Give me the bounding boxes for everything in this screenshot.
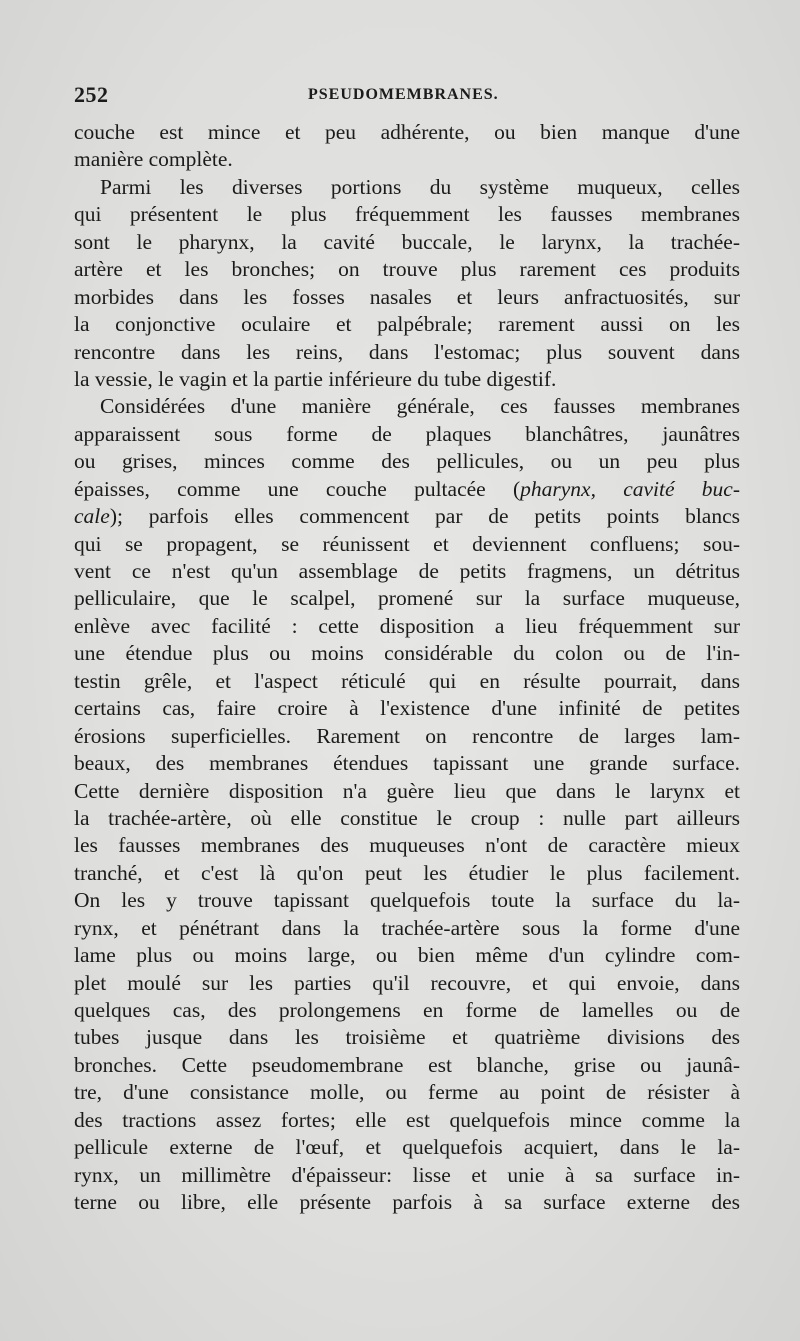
- running-head: [74, 82, 740, 112]
- text-line: [74, 421, 740, 448]
- text-line: [74, 1189, 740, 1216]
- text-segment: vent ce n'est qu'un assemblage de petits fragmens, un détritus: [74, 559, 740, 583]
- text-line: [74, 339, 740, 366]
- text-segment: terne ou libre, elle présente parfois à sa surface externe des: [74, 1190, 740, 1215]
- text-segment: testin grêle, et l'aspect réticulé qui en résulte pourrait, dans: [74, 668, 740, 693]
- text-segment: érosions superficielles. Rarement on rencontre de larges lam-: [74, 723, 740, 748]
- text-line: [74, 695, 740, 722]
- text-line: [74, 805, 740, 832]
- text-line: [74, 887, 740, 914]
- text-line: [74, 1162, 740, 1189]
- text-line: [74, 119, 740, 146]
- text-line: [74, 668, 740, 695]
- text-segment: la vessie, le vagin et la partie inférieure du tube digestif.: [74, 366, 557, 391]
- text-line: [74, 1079, 740, 1106]
- text-segment: la trachée-artère, où elle constitue le croup : nulle part ailleurs: [74, 805, 740, 830]
- text-segment: rynx, un millimètre d'épaisseur: lisse et unie à sa surface in-: [74, 1162, 740, 1187]
- text-line: [74, 146, 740, 173]
- text-segment: tranché, et c'est là qu'on peut les étudier le plus facilement.: [74, 860, 740, 885]
- text-segment: tubes jusque dans les troisième et quatrième divisions des: [74, 1025, 740, 1050]
- text-line: [74, 942, 740, 969]
- text-segment: Considérées d'une manière générale, ces fausses membranes: [100, 394, 740, 419]
- text-segment: enlève avec facilité : cette disposition a lieu fréquemment sur: [74, 613, 740, 638]
- text-segment: manière complète.: [74, 147, 233, 172]
- text-line: [74, 860, 740, 887]
- text-segment: sont le pharynx, la cavité buccale, le larynx, la trachée-: [74, 229, 740, 254]
- text-segment: rencontre dans les reins, dans l'estomac; plus souvent dans: [74, 339, 740, 364]
- text-segment: quelques cas, des prolongemens en forme de lamelles ou de: [74, 998, 740, 1022]
- page-number: 252: [74, 82, 109, 107]
- text-line: [74, 256, 740, 283]
- text-segment: bronches. Cette pseudomembrane est blanche, grise ou jaunâ-: [74, 1052, 740, 1077]
- text-line: [74, 778, 740, 805]
- italic-text: cale: [74, 504, 110, 529]
- text-line: [74, 1052, 740, 1079]
- text-segment: lame plus ou moins large, ou bien même d'un cylindre com-: [74, 943, 740, 968]
- text-line: [74, 997, 740, 1024]
- text-segment: les fausses membranes des muqueuses n'ont de caractère mieux: [74, 833, 740, 858]
- text-line: [74, 229, 740, 256]
- text-segment: épaisses, comme une couche pultacée (: [74, 476, 521, 501]
- text-segment: beaux, des membranes étendues tapissant une grande surface.: [74, 751, 740, 776]
- text-line: [74, 503, 740, 530]
- text-segment: une étendue plus ou moins considérable du colon ou de l'in-: [74, 641, 740, 666]
- text-line: [74, 174, 740, 201]
- text-line: [74, 640, 740, 667]
- text-segment: morbides dans les fosses nasales et leurs anfractuosités, sur: [74, 284, 740, 309]
- text-line: [74, 311, 740, 338]
- text-line: [74, 1134, 740, 1161]
- text-line: [74, 915, 740, 942]
- text-segment: ); parfois elles commencent par de petits points blancs: [109, 504, 740, 529]
- text-segment: On les y trouve tapissant quelquefois toute la surface du la-: [74, 888, 740, 913]
- text-line: [74, 723, 740, 750]
- text-line: [74, 585, 740, 612]
- text-line: [74, 476, 740, 503]
- text-line: [74, 366, 740, 393]
- text-segment: qui se propagent, se réunissent et deviennent confluens; sou-: [74, 531, 740, 556]
- text-line: [74, 832, 740, 859]
- text-segment: artère et les bronches; on trouve plus rarement ces produits: [74, 257, 740, 282]
- italic-text: pharynx, cavité buc-: [520, 476, 740, 501]
- text-segment: pellicule externe de l'œuf, et quelquefois acquiert, dans le la-: [74, 1135, 740, 1160]
- text-segment: rynx, et pénétrant dans la trachée-artère sous la forme d'une: [74, 915, 740, 940]
- text-segment: apparaissent sous forme de plaques blanchâtres, jaunâtres: [74, 421, 740, 446]
- text-segment: pelliculaire, que le scalpel, promené sur la surface muqueuse,: [74, 586, 740, 611]
- text-segment: couche est mince et peu adhérente, ou bien manque d'une: [74, 120, 740, 144]
- text-line: [74, 558, 740, 585]
- text-line: [74, 284, 740, 311]
- text-segment: Cette dernière disposition n'a guère lieu que dans le larynx et: [74, 778, 740, 803]
- text-line: [74, 613, 740, 640]
- text-segment: plet moulé sur les parties qu'il recouvre, et qui envoie, dans: [74, 970, 740, 995]
- text-segment: Parmi les diverses portions du système muqueux, celles: [100, 174, 740, 199]
- text-line: [74, 201, 740, 228]
- text-segment: des tractions assez fortes; elle est quelquefois mince comme la: [74, 1107, 740, 1132]
- text-segment: ou grises, minces comme des pellicules, ou un peu plus: [74, 449, 740, 474]
- text-line: [74, 970, 740, 997]
- text-line: [74, 750, 740, 777]
- text-line: [74, 393, 740, 420]
- text-segment: certains cas, faire croire à l'existence d'une infinité de petites: [74, 696, 740, 721]
- text-line: [74, 1107, 740, 1134]
- text-line: [74, 531, 740, 558]
- body-text: [74, 119, 740, 1217]
- text-segment: la conjonctive oculaire et palpébrale; rarement aussi on les: [74, 312, 740, 337]
- text-segment: tre, d'une consistance molle, ou ferme au point de résister à: [74, 1080, 740, 1105]
- text-line: [74, 448, 740, 475]
- text-segment: qui présentent le plus fréquemment les fausses membranes: [74, 202, 740, 227]
- text-line: [74, 1024, 740, 1051]
- running-title: PSEUDOMEMBRANES.: [308, 86, 499, 103]
